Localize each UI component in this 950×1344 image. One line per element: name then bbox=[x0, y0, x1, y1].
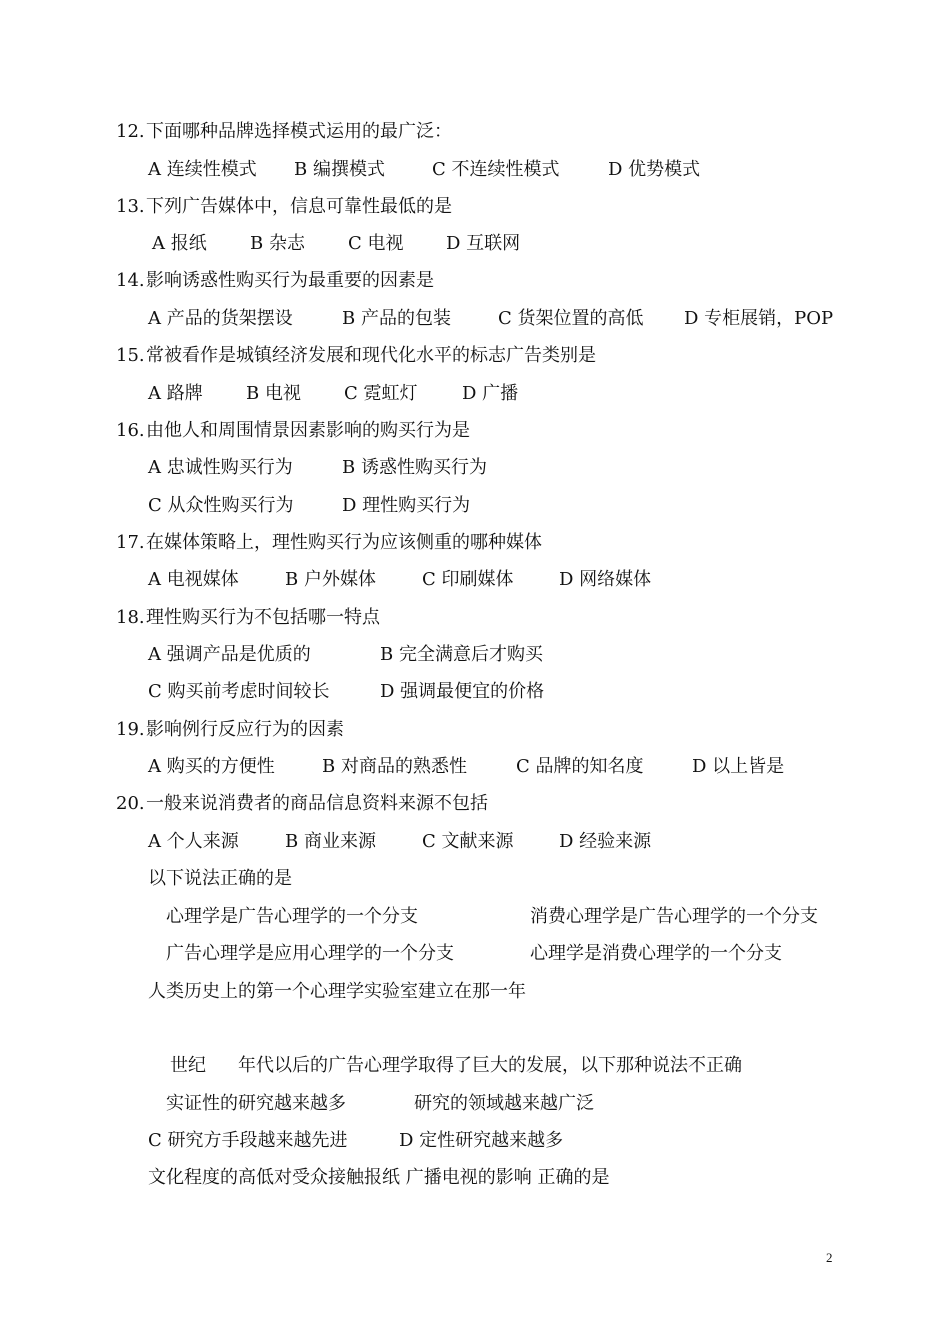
question-15-options bbox=[148, 382, 518, 406]
question-23-options-row1 bbox=[166, 1092, 594, 1116]
question-text: 常被看作是城镇经济发展和现代化水平的标志广告类别是 bbox=[146, 345, 596, 366]
option-d: D 互联网 bbox=[446, 233, 521, 254]
question-number: 18. bbox=[116, 607, 145, 628]
question-17-options bbox=[148, 568, 651, 592]
option-d: D 网络媒体 bbox=[559, 569, 652, 590]
question-text: 理性购买行为不包括哪一特点 bbox=[146, 607, 380, 628]
question-20 bbox=[116, 792, 488, 816]
question-16 bbox=[116, 419, 470, 443]
option-d: D 广播 bbox=[462, 383, 519, 404]
option-c: C 品牌的知名度 bbox=[516, 756, 644, 777]
option-b: B 编撰模式 bbox=[294, 159, 385, 180]
option-b: B 商业来源 bbox=[285, 831, 376, 852]
option-c: C 文献来源 bbox=[422, 831, 514, 852]
option-a: A 报纸 bbox=[152, 233, 207, 254]
option-d: D 以上皆是 bbox=[692, 756, 785, 777]
question-21-options-row2 bbox=[166, 942, 782, 966]
question-12 bbox=[116, 120, 452, 144]
option-d: D 专柜展销，POP bbox=[684, 308, 834, 329]
option-d: D 优势模式 bbox=[608, 159, 701, 180]
question-21: 以下说法正确的是 bbox=[148, 868, 292, 889]
question-text: 一般来说消费者的商品信息资料来源不包括 bbox=[146, 793, 488, 814]
option-c: C 电视 bbox=[348, 233, 404, 254]
option-2: 研究的领域越来越广泛 bbox=[414, 1093, 594, 1114]
question-13 bbox=[116, 195, 452, 219]
option-a: A 连续性模式 bbox=[148, 159, 257, 180]
question-number: 12. bbox=[116, 121, 145, 142]
option-a: A 电视媒体 bbox=[148, 569, 239, 590]
question-23-options-row2 bbox=[148, 1129, 563, 1153]
question-14 bbox=[116, 269, 434, 293]
question-text: 影响诱惑性购买行为最重要的因素是 bbox=[146, 270, 434, 291]
question-14-options bbox=[148, 307, 833, 331]
question-17 bbox=[116, 531, 542, 555]
option-b: B 电视 bbox=[246, 383, 301, 404]
question-19 bbox=[116, 718, 344, 742]
option-a: A 路牌 bbox=[148, 383, 203, 404]
option-1: 实证性的研究越来越多 bbox=[166, 1093, 346, 1114]
option-b: B 完全满意后才购买 bbox=[380, 644, 543, 665]
option-a: A 产品的货架摆设 bbox=[148, 308, 293, 329]
option-b: B 诱惑性购买行为 bbox=[342, 457, 487, 478]
question-15 bbox=[116, 344, 596, 368]
option-c: C 货架位置的高低 bbox=[498, 308, 644, 329]
option-1: 心理学是广告心理学的一个分支 bbox=[166, 906, 418, 927]
option-a: A 忠诚性购买行为 bbox=[148, 457, 293, 478]
question-text: 影响例行反应行为的因素 bbox=[146, 719, 344, 740]
question-16-options-row2 bbox=[148, 494, 470, 518]
option-4: 心理学是消费心理学的一个分支 bbox=[530, 943, 782, 964]
question-18 bbox=[116, 606, 380, 630]
question-number: 17. bbox=[116, 532, 145, 553]
page-number: 2 bbox=[826, 1250, 833, 1265]
option-a: A 个人来源 bbox=[148, 831, 239, 852]
question-18-options-row2 bbox=[148, 680, 544, 704]
question-22: 人类历史上的第一个心理学实验室建立在那一年 bbox=[148, 981, 526, 1002]
question-20-options bbox=[148, 830, 651, 854]
question-text: 在媒体策略上，理性购买行为应该侧重的哪种媒体 bbox=[146, 532, 542, 553]
option-c: C 购买前考虑时间较长 bbox=[148, 681, 330, 702]
option-b: B 户外媒体 bbox=[285, 569, 376, 590]
option-a: A 强调产品是优质的 bbox=[148, 644, 311, 665]
question-23 bbox=[170, 1054, 742, 1078]
question-text: 下列广告媒体中，信息可靠性最低的是 bbox=[146, 196, 452, 217]
question-number: 20. bbox=[116, 793, 145, 814]
option-c: C 不连续性模式 bbox=[432, 159, 560, 180]
option-2: 消费心理学是广告心理学的一个分支 bbox=[530, 906, 818, 927]
option-d: D 强调最便宜的价格 bbox=[380, 681, 545, 702]
question-23-part-a: 世纪 bbox=[170, 1055, 206, 1076]
question-16-options-row1 bbox=[148, 456, 487, 480]
question-19-options bbox=[148, 755, 784, 779]
option-d: D 理性购买行为 bbox=[342, 495, 471, 516]
option-b: B 对商品的熟悉性 bbox=[322, 756, 467, 777]
option-b: B 杂志 bbox=[250, 233, 305, 254]
question-21-options-row1 bbox=[166, 905, 818, 929]
option-c: C 霓虹灯 bbox=[344, 383, 418, 404]
question-number: 19. bbox=[116, 719, 145, 740]
question-number: 13. bbox=[116, 196, 145, 217]
option-c: C 研究方手段越来越先进 bbox=[148, 1130, 348, 1151]
question-number: 15. bbox=[116, 345, 145, 366]
option-b: B 产品的包装 bbox=[342, 308, 451, 329]
option-d: D 定性研究越来越多 bbox=[399, 1130, 564, 1151]
option-a: A 购买的方便性 bbox=[148, 756, 275, 777]
question-13-options bbox=[152, 232, 520, 256]
option-c: C 印刷媒体 bbox=[422, 569, 514, 590]
question-18-options-row1 bbox=[148, 643, 543, 667]
question-text: 下面哪种品牌选择模式运用的最广泛： bbox=[146, 121, 452, 142]
question-24: 文化程度的高低对受众接触报纸 广播电视的影响 正确的是 bbox=[148, 1167, 610, 1188]
question-number: 14. bbox=[116, 270, 145, 291]
option-d: D 经验来源 bbox=[559, 831, 652, 852]
question-text: 由他人和周围情景因素影响的购买行为是 bbox=[146, 420, 470, 441]
option-c: C 从众性购买行为 bbox=[148, 495, 294, 516]
question-number: 16. bbox=[116, 420, 145, 441]
option-3: 广告心理学是应用心理学的一个分支 bbox=[166, 943, 454, 964]
question-12-options bbox=[148, 158, 700, 182]
question-23-part-b: 年代以后的广告心理学取得了巨大的发展，以下那种说法不正确 bbox=[238, 1055, 742, 1076]
